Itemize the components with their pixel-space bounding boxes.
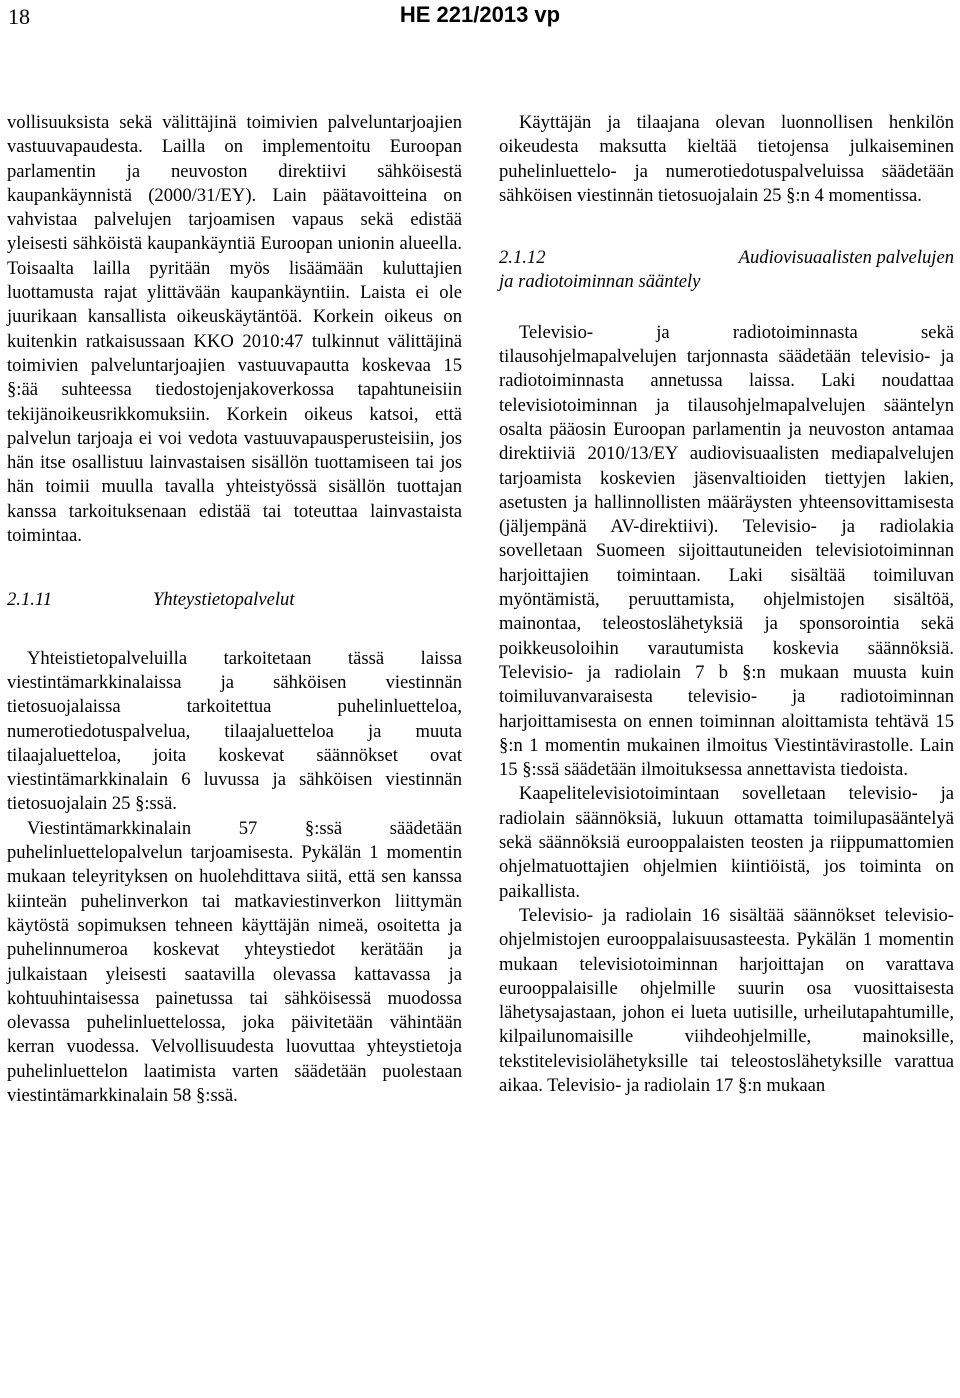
paragraph: Televisio- ja radiolain 16 sisältää säännökset televisio-ohjelmistojen eurooppalaisuusasteesta. Pykälän 1 momentin mukaan televisiotoiminnan harjoittajan on varattava eurooppalaisille ohjelmille suurin osa vuosittaisesta lähetysajastaan, johon ei lueta uutisille, urheilutapahtumille, kilpailunomaisille viihdeohjelmille, mainoksille, tekstitelevisiolähetyksille tai teleostoslähetyksille varattua aikaa. Televisio- ja radiolain 17 §:n mukaan [499,904,954,1096]
paragraph: vollisuuksista sekä välittäjinä toimivien palveluntarjoajien vastuuvapaudesta. Lailla on implementoitu Euroopan parlamentin ja neuvoston direktiivi sähköisestä kaupankäynnistä (2000/31/EY). Lain päätavoitteina on vahvistaa palvelujen tarjoamisen vapaus sekä edistää yleisesti sähköistä kaupankäyntiä Euroopan unionin alueella. Toisaalta lailla pyritään myös lisäämään kuluttajien luottamusta rajat ylittävään kaupankäyntiin. Laista ei ole juurikaan kansallista oikeuskäytäntöä. Korkein oikeus on kuitenkin ratkaisussaan KKO 2010:47 tulkinnut välittäjinä toimivien palveluntarjoajien vastuuvapautta koskevaa 15 §:ää suhteessa tiedostojenjakoverkossa tapahtuneisiin tekijänoikeusrikkomuksiin. Korkein oikeus katsoi, että palvelun tarjoaja ei voi vedota vastuuvapausperusteisiin, jos hän itse osallistuu lainvastaisen sisällön tuottamiseen tai jos hän toimii muulla tavalla yhteistyössä sisällön tuottajan kanssa tarkoituksenaan edistää tai toteuttaa lainvastaista toimintaa. [7,112,462,547]
left-column [7,111,462,1108]
paragraph: Yhteistietopalveluilla tarkoitetaan tässä laissa viestintämarkkinalaissa ja sähköisen viestinnän tietosuojalaissa tarkoitettua puhelinluetteloa, numerotiedotuspalvelua, tilaajaluetteloa ja muuta tilaajaluetteloa, joita koskevat säännökset ovat viestintämarkkinalain 6 luvussa ja sähköisen viestinnän tietosuojalain 25 §:ssä. [7,647,462,815]
paragraph: Viestintämarkkinalain 57 §:ssä säädetään puhelinluettelopalvelun tarjoamisesta. Pykälän 1 momentin mukaan teleyrityksen on huolehdittava siitä, että sen kanssa kiinteän puhelinverkon tai matkaviestinverkon liittymän käytöstä sopimuksen tehneen käyttäjän nimeä, osoitetta ja puhelinnumeroa koskevat yhteystiedot kerätään ja julkaistaan yleisesti saatavilla olevassa kattavassa ja kohtuuhintaisessa painetussa tai sähköisessä muodossa olevassa puhelinluettelossa, joka päivitetään vähintään kerran vuodessa. Velvollisuudesta luovuttaa yhteystietoja puhelinluettelon laatimista varten säädetään puolestaan viestintämarkkinalain 58 §:ssä. [7,817,462,1106]
section-heading [7,588,462,612]
right-column [499,111,954,1098]
section-number: 2.1.12 [499,247,546,269]
paragraph: Käyttäjän ja tilaajana olevan luonnollisen henkilön oikeudesta maksutta kieltää tietojensa julkaiseminen puhelinluettelo- ja numerotiedotuspalveluissa säädetään sähköisen viestinnän tietosuojalain 25 §:n 4 momentissa. [499,112,954,206]
section-title: Yhteystietopalvelut [153,589,295,611]
page-number: 18 [8,4,30,29]
section-title-line2: ja radiotoiminnan sääntely [499,271,701,293]
paragraph: Kaapelitelevisiotoimintaan sovelletaan televisio- ja radiolain säännöksiä, lukuun ottamatta toimilupasääntelyä sekä säännöksiä eurooppalaisten teosten ja riippumattomien ohjelmatuottajien ohjelmien kiintiöistä, jos toiminta on paikallista. [499,783,954,902]
paragraph: Televisio- ja radiotoiminnasta sekä tilausohjelmapalvelujen tarjonnasta säädetään televisio- ja radiotoiminnasta annetussa laissa. Laki noudattaa televisiotoiminnan ja tilausohjelmapalvelujen sääntelyn osalta pääosin Euroopan parlamentin ja neuvoston antamaa direktiiviä 2010/13/EY audiovisuaalisten mediapalvelujen tarjoamista koskevien jäsenvaltioiden tiettyjen lakien, asetusten ja hallinnollisten määräysten yhteensovittamisesta (jäljempänä AV-direktiivi). Televisio- ja radiolakia sovelletaan Suomeen sijoittautuneiden televisiotoiminnan harjoittajien toimintaan. Laki sisältää toimiluvan myöntämistä, peruuttamista, ohjelmistojen sisältöä, mainontaa, teleostoslähetyksiä ja sponsorointia sekä poikkeusoloihin varautumista koskevia säännöksiä. Televisio- ja radiolain 7 b §:n mukaan muusta kuin toimiluvanvaraisesta televisio- ja radiotoiminnan harjoittamisesta on ennen toiminnan aloittamista tehtävä 15 §:n 1 momentin mukainen ilmoitus Viestintävirastolle. Lain 15 §:ssä säädetään ilmoituksessa annettavista tiedoista. [499,321,954,781]
section-number: 2.1.11 [7,589,53,611]
section-heading [499,246,954,295]
document-id: HE 221/2013 vp [399,2,561,27]
section-title-line1: Audiovisuaalisten palvelujen [738,247,954,269]
page-header [0,0,960,40]
